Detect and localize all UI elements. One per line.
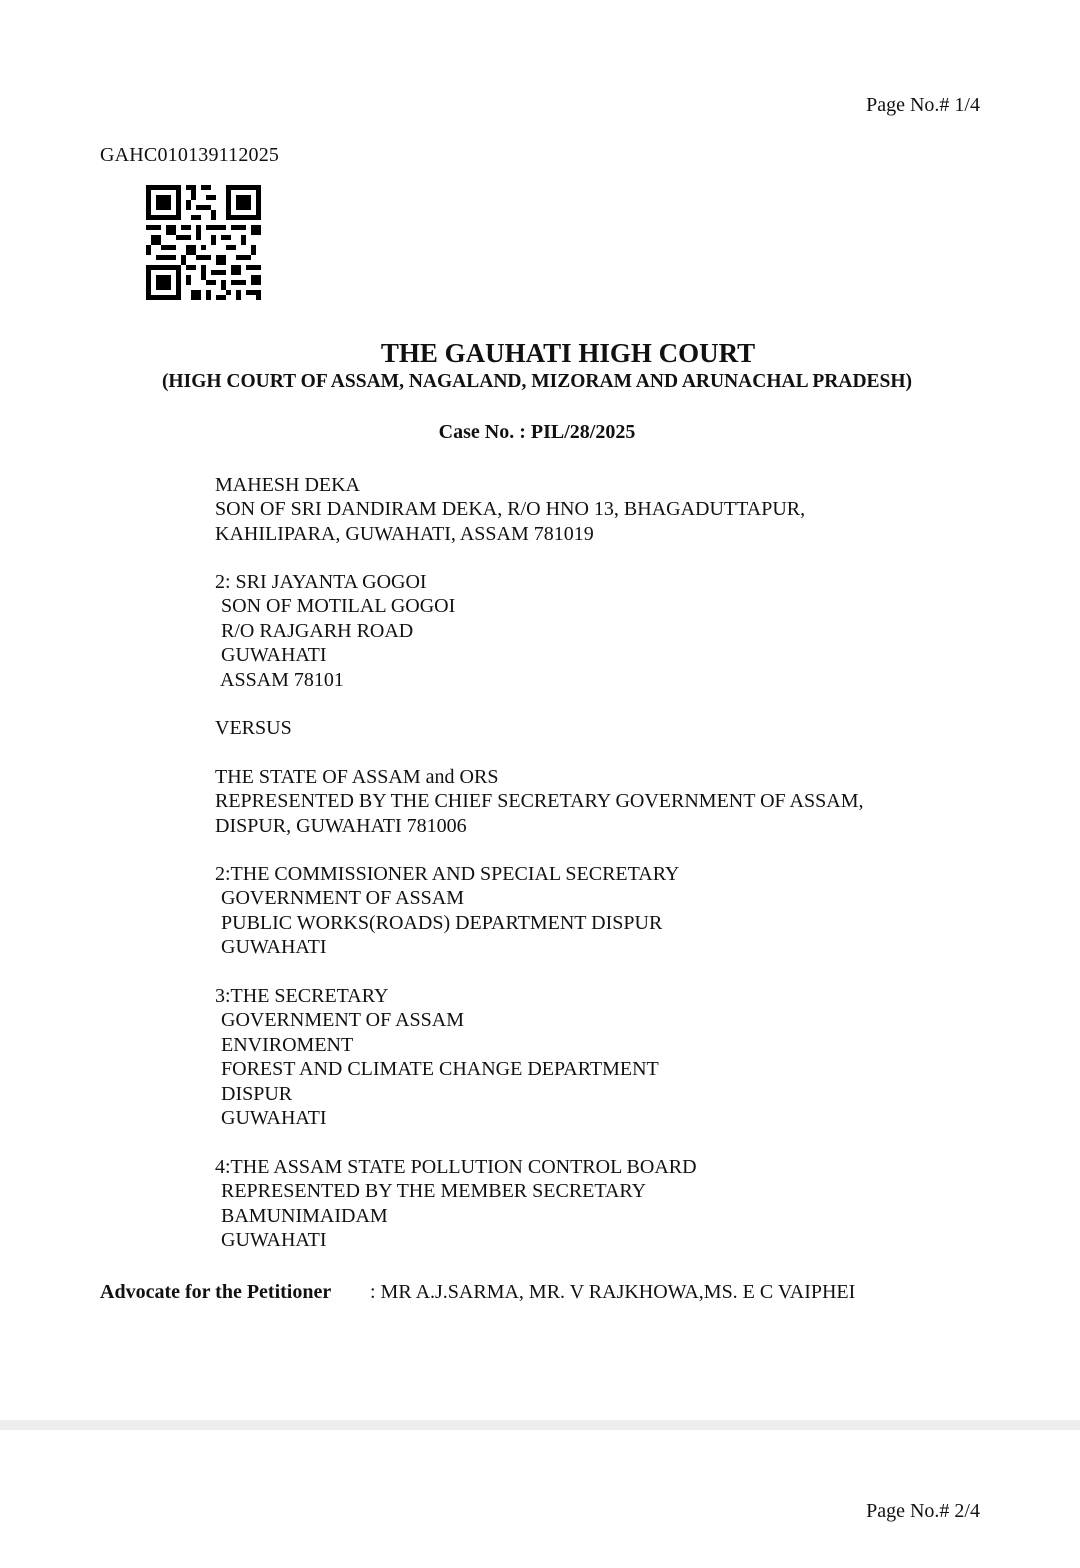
court-subtitle: (HIGH COURT OF ASSAM, NAGALAND, MIZORAM AND ARUNACHAL PRADESH) [161, 371, 913, 392]
petitioner-2-line: ASSAM 78101 [220, 668, 344, 691]
respondent-1-block [215, 765, 863, 838]
respondent-3-line: FOREST AND CLIMATE CHANGE DEPARTMENT [221, 1058, 659, 1081]
petitioner-1-block [215, 473, 805, 546]
respondent-1-line: REPRESENTED BY THE CHIEF SECRETARY GOVERNMENT OF ASSAM, [215, 790, 864, 813]
document-id: GAHC010139112025 [100, 144, 280, 166]
respondent-4-line: BAMUNIMAIDAM [221, 1204, 388, 1227]
respondent-4-line: GUWAHATI [221, 1229, 327, 1252]
respondent-3-block [215, 984, 659, 1130]
respondent-2-line: GUWAHATI [221, 936, 327, 959]
respondent-1-line: THE STATE OF ASSAM and ORS [215, 766, 499, 788]
qr-code-icon [146, 185, 261, 300]
petitioner-2-line: SON OF MOTILAL GOGOI [221, 595, 456, 618]
respondent-2-line: GOVERNMENT OF ASSAM [221, 887, 465, 910]
advocate-line [100, 1281, 855, 1304]
page-number: Page No.# 2/4 [866, 1500, 980, 1522]
petitioner-2-block [215, 570, 455, 692]
respondent-2-line: 2:THE COMMISSIONER AND SPECIAL SECRETARY [215, 863, 680, 885]
respondent-2-line: PUBLIC WORKS(ROADS) DEPARTMENT DISPUR [221, 911, 663, 934]
case-number: Case No. : PIL/28/2025 [438, 421, 636, 443]
page-number: Page No.# 1/4 [866, 94, 980, 116]
respondent-4-block [215, 1155, 697, 1253]
petitioner-2-line: GUWAHATI [221, 644, 327, 667]
advocate-label: Advocate for the Petitioner [100, 1281, 332, 1303]
petitioner-1-line: KAHILIPARA, GUWAHATI, ASSAM 781019 [215, 522, 594, 545]
advocate-names: : MR A.J.SARMA, MR. V RAJKHOWA,MS. E C VAIPHEI [370, 1281, 856, 1303]
court-title: THE GAUHATI HIGH COURT [380, 338, 756, 368]
respondent-3-line: GOVERNMENT OF ASSAM [221, 1009, 465, 1032]
respondent-2-block [215, 862, 679, 960]
petitioner-1-line: SON OF SRI DANDIRAM DEKA, R/O HNO 13, BHAGADUTTAPUR, [215, 498, 806, 521]
respondent-3-line: 3:THE SECRETARY [215, 985, 389, 1007]
respondent-4-line: 4:THE ASSAM STATE POLLUTION CONTROL BOARD [215, 1156, 697, 1178]
versus-text: VERSUS [215, 717, 292, 739]
respondent-1-line: DISPUR, GUWAHATI 781006 [215, 814, 467, 837]
petitioner-2-line: R/O RAJGARH ROAD [221, 619, 414, 642]
respondent-3-line: ENVIROMENT [221, 1033, 354, 1056]
respondent-4-line: REPRESENTED BY THE MEMBER SECRETARY [221, 1180, 647, 1203]
respondent-3-line: GUWAHATI [221, 1107, 327, 1130]
page-separator [0, 1420, 1080, 1430]
petitioner-2-line: 2: SRI JAYANTA GOGOI [215, 571, 427, 593]
versus-label [215, 716, 292, 740]
petitioner-1-line: MAHESH DEKA [215, 474, 360, 496]
document-page-2 [0, 1430, 1080, 1568]
respondent-3-line: DISPUR [221, 1082, 293, 1105]
